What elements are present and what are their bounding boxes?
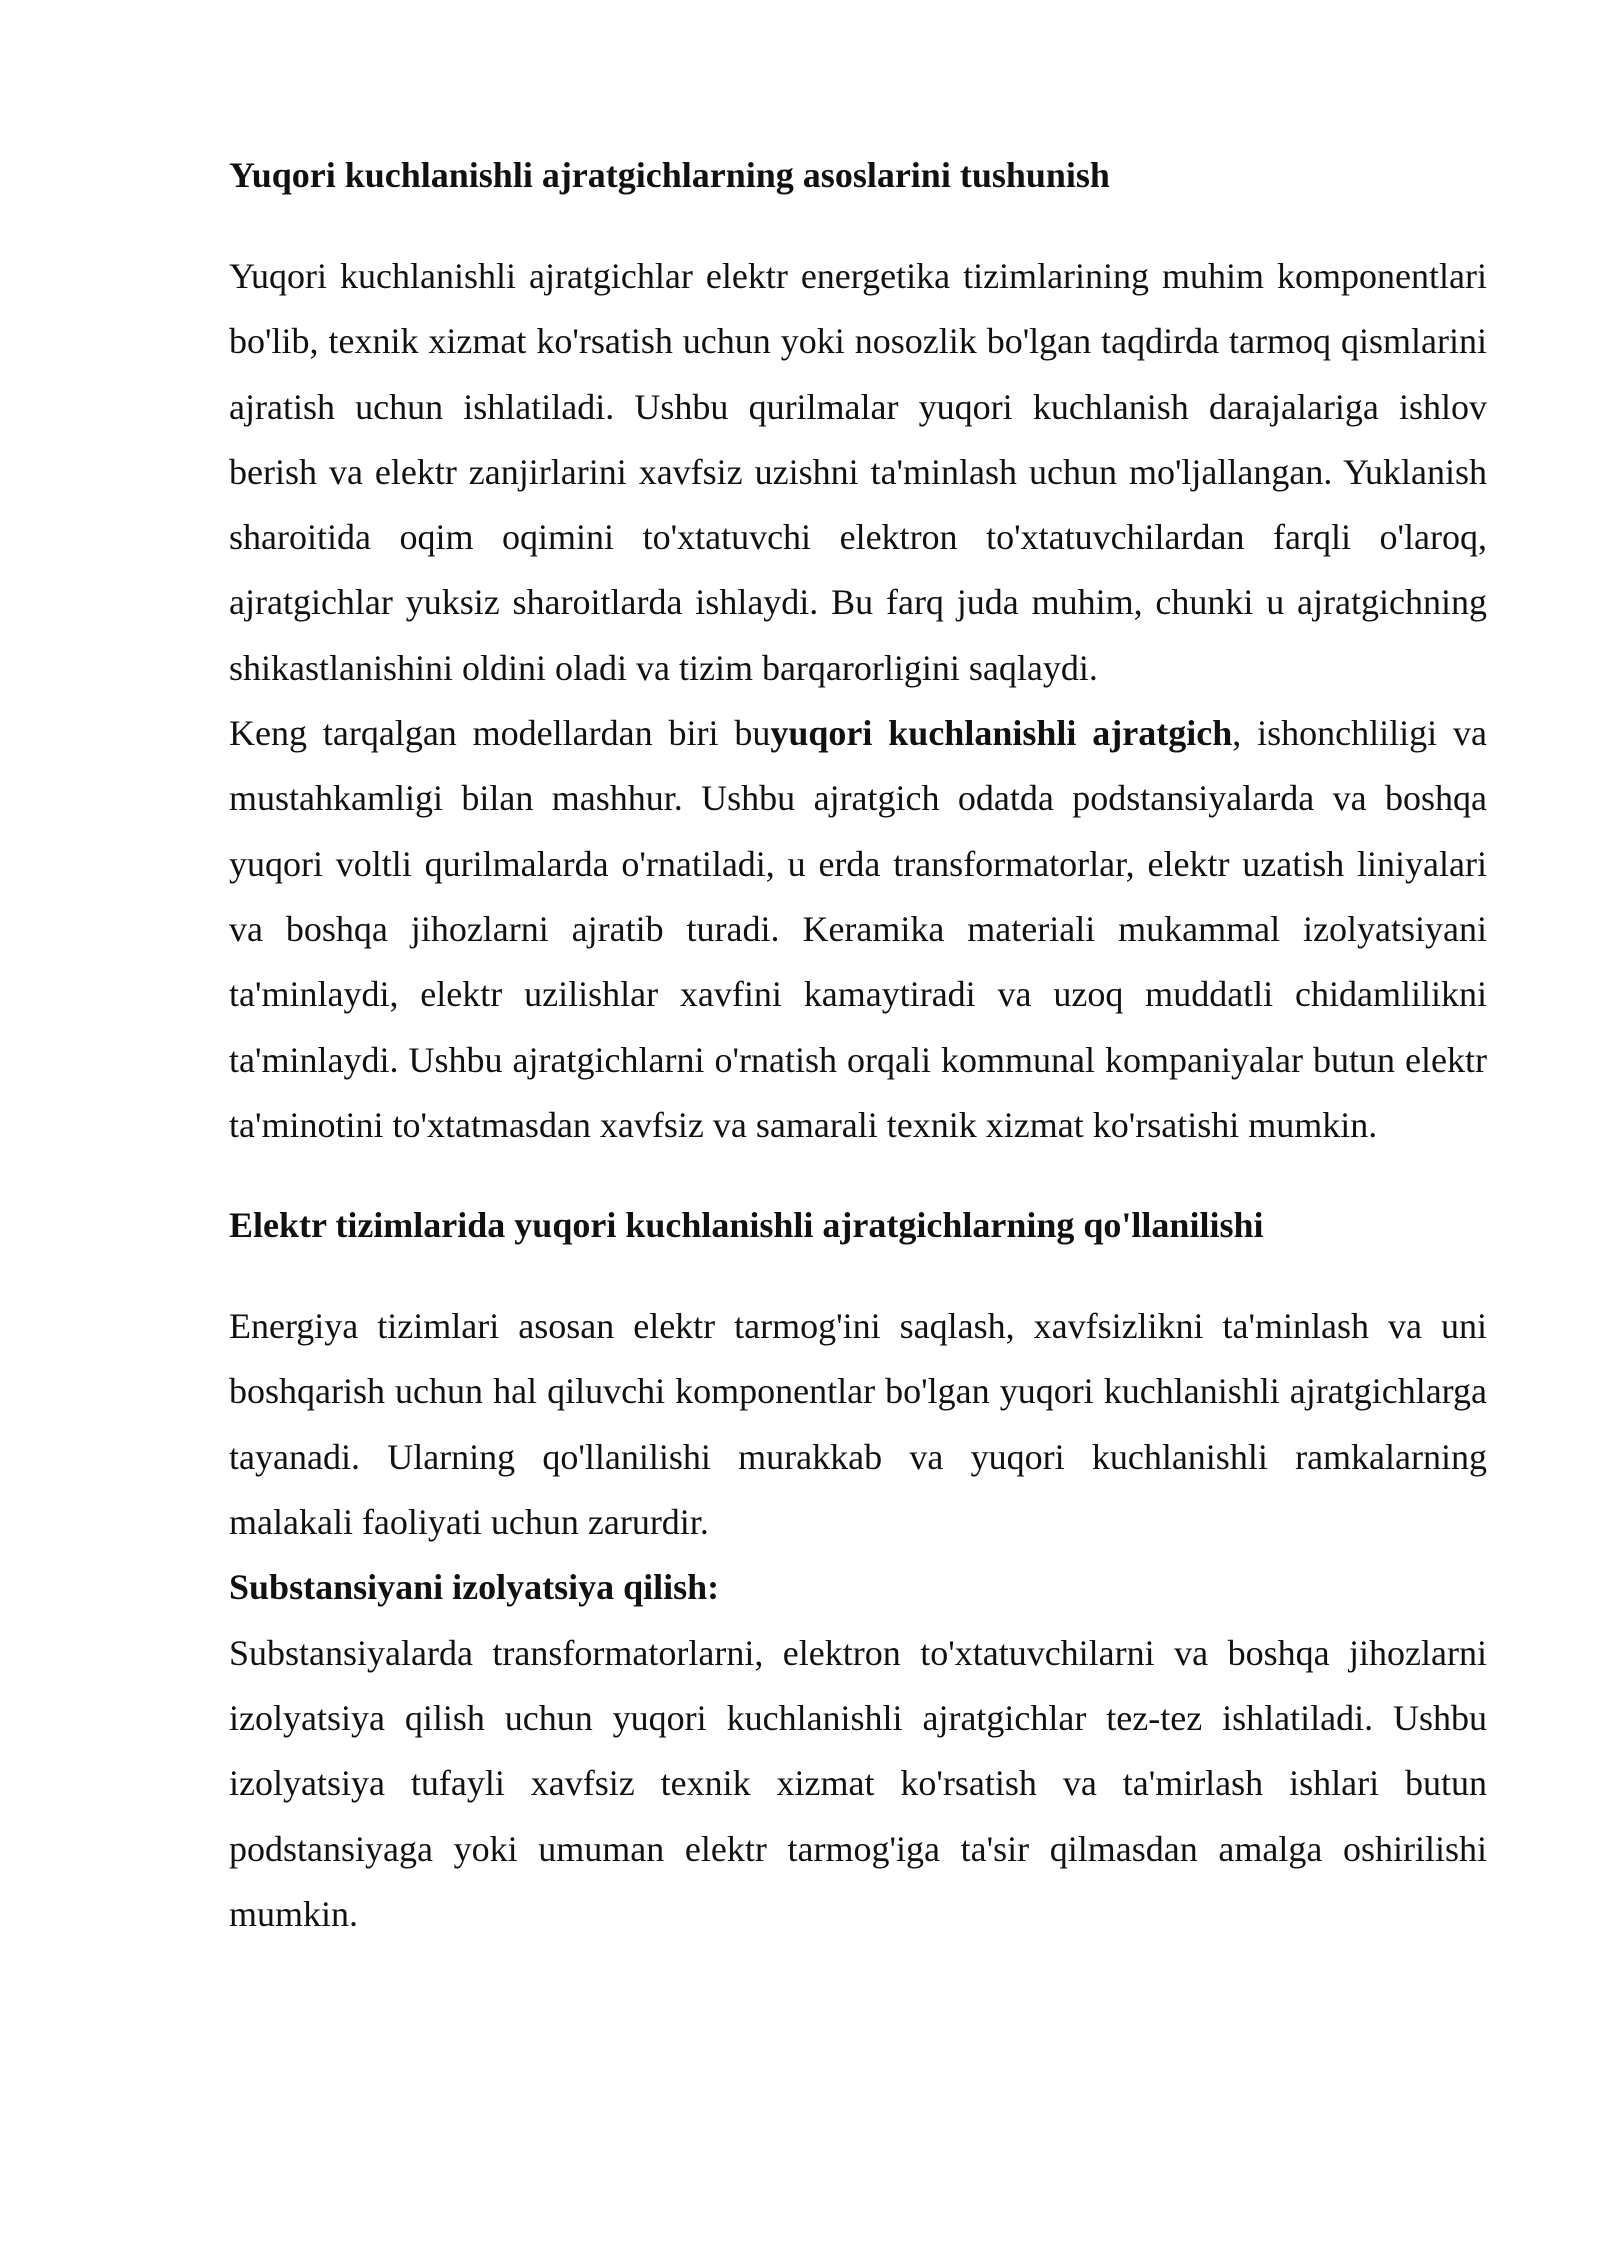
bold-term: yuqori kuchlanishli ajratgich [770,713,1233,754]
document-page [229,148,1487,1947]
section-heading: Elektr tizimlarida yuqori kuchlanishli ajratgichlarning qo'llanilishi [229,1205,1264,1246]
body-paragraph: Yuqori kuchlanishli ajratgichlar elektr energetika tizimlarining muhim komponentlari bo'lib, texnik xizmat ko'rsatish uchun yoki nosozlik bo'lgan taqdirda tarmoq qismlarini ajratish uchun ishlatiladi. Ushbu qurilmalar yuqori kuchlanish darajalariga ishlov berish va elektr zanjirlarini xavfsiz uzishni ta'minlash uchun mo'ljallangan. Yuklanish sharoitida oqim oqimini to'xtatuvchi elektron to'xtatuvchilardan farqli o'laroq, ajratgichlar yuksiz sharoitlarda ishlaydi. Bu farq juda muhim, chunki u ajratgichning shikastlanishini oldini oladi va tizim barqarorligini saqlaydi. [229,256,1487,688]
paragraph-text: , ishonchliligi va mustahkamligi bilan mashhur. Ushbu ajratgich odatda podstansiyalarda va boshqa yuqori voltli qurilmalarda o'rnatiladi, u erda transformatorlar, elektr uzatish liniyalari va boshqa jihozlarni ajratib turadi. Keramika materiali mukammal izolyatsiyani ta'minlaydi, elektr uzilishlar xavfini kamaytiradi va uzoq muddatli chidamlilikni ta'minlaydi. Ushbu ajratgichlarni o'rnatish orqali kommunal kompaniyalar butun elektr ta'minotini to'xtatmasdan xavfsiz va samarali texnik xizmat ko'rsatishi mumkin. [229,713,1487,1145]
paragraph-text: Keng tarqalgan modellardan biri bu [229,713,771,754]
body-paragraph [229,701,1487,1158]
subheading: Substansiyani izolyatsiya qilish: [229,1567,720,1608]
body-paragraph: Substansiyalarda transformatorlarni, elektron to'xtatuvchilarni va boshqa jihozlarni izolyatsiya qilish uchun yuqori kuchlanishli ajratgichlar tez-tez ishlatiladi. Ushbu izolyatsiya tufayli xavfsiz texnik xizmat ko'rsatish va ta'mirlash ishlari butun podstansiyaga yoki umuman elektr tarmog'iga ta'sir qilmasdan amalga oshirilishi mumkin. [229,1632,1487,1934]
body-paragraph: Energiya tizimlari asosan elektr tarmog'ini saqlash, xavfsizlikni ta'minlash va uni boshqarish uchun hal qiluvchi komponentlar bo'lgan yuqori kuchlanishli ajratgichlarga tayanadi. Ularning qo'llanilishi murakkab va yuqori kuchlanishli ramkalarning malakali faoliyati uchun zarurdir. [229,1306,1487,1543]
section-heading: Yuqori kuchlanishli ajratgichlarning asoslarini tushunish [229,155,1110,195]
